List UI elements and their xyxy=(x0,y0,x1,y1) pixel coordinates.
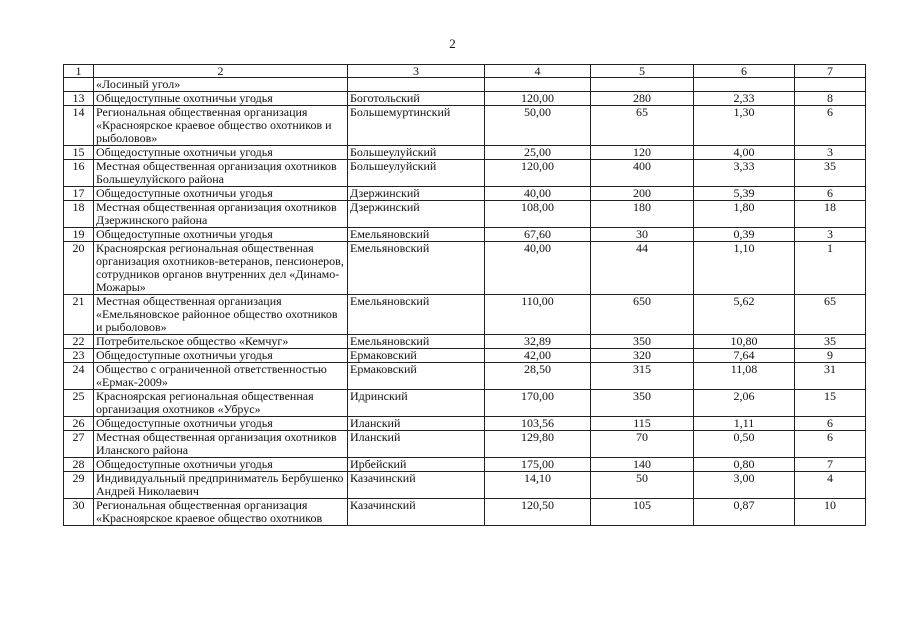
organization-name-cell: Общедоступные охотничьи угодья xyxy=(94,187,348,201)
col5-value-cell: 350 xyxy=(591,390,694,417)
district-cell: Дзержинский xyxy=(348,201,485,228)
organization-name-cell: Местная общественная организация охотников Иланского района xyxy=(94,431,348,458)
col5-value-cell: 650 xyxy=(591,295,694,335)
col6-value-cell: 10,80 xyxy=(694,335,795,349)
col4-value-cell: 170,00 xyxy=(485,390,591,417)
organization-name-cell: Общедоступные охотничьи угодья xyxy=(94,458,348,472)
col6-value-cell: 0,80 xyxy=(694,458,795,472)
col5-value-cell: 44 xyxy=(591,242,694,295)
district-cell: Емельяновский xyxy=(348,295,485,335)
row-number-cell: 27 xyxy=(64,431,94,458)
header-col-2: 2 xyxy=(94,65,348,78)
row-number-cell: 13 xyxy=(64,92,94,106)
table-row xyxy=(64,295,866,335)
col4-value-cell: 103,56 xyxy=(485,417,591,431)
col4-value-cell: 50,00 xyxy=(485,106,591,146)
organization-name-cell: Общедоступные охотничьи угодья xyxy=(94,146,348,160)
col6-value-cell: 2,06 xyxy=(694,390,795,417)
header-col-3: 3 xyxy=(348,65,485,78)
district-cell: Боготольский xyxy=(348,92,485,106)
col7-value-cell: 1 xyxy=(795,242,866,295)
col4-value-cell: 28,50 xyxy=(485,363,591,390)
organization-name-cell: Общедоступные охотничьи угодья xyxy=(94,228,348,242)
continuation-num-cell xyxy=(64,78,94,92)
organization-name-cell: Потребительское общество «Кемчуг» xyxy=(94,335,348,349)
col5-value-cell: 50 xyxy=(591,472,694,499)
col7-value-cell: 3 xyxy=(795,228,866,242)
col4-value-cell: 25,00 xyxy=(485,146,591,160)
organization-name-cell: Общедоступные охотничьи угодья xyxy=(94,92,348,106)
col6-value-cell: 0,39 xyxy=(694,228,795,242)
table-row xyxy=(64,92,866,106)
col4-value-cell: 108,00 xyxy=(485,201,591,228)
row-number-cell: 19 xyxy=(64,228,94,242)
continuation-name-cell: «Лосиный угол» xyxy=(94,78,348,92)
district-cell: Большеулуйский xyxy=(348,146,485,160)
col5-value-cell: 70 xyxy=(591,431,694,458)
col4-value-cell: 120,00 xyxy=(485,160,591,187)
col7-value-cell: 9 xyxy=(795,349,866,363)
table-row xyxy=(64,146,866,160)
col7-value-cell: 31 xyxy=(795,363,866,390)
continuation-empty-cell xyxy=(348,78,485,92)
col6-value-cell: 3,00 xyxy=(694,472,795,499)
col6-value-cell: 1,10 xyxy=(694,242,795,295)
col5-value-cell: 320 xyxy=(591,349,694,363)
organization-name-cell: Местная общественная организация охотников Дзержинского района xyxy=(94,201,348,228)
col4-value-cell: 67,60 xyxy=(485,228,591,242)
organization-name-cell: Красноярская региональная общественная организация охотников «Убрус» xyxy=(94,390,348,417)
col6-value-cell: 5,62 xyxy=(694,295,795,335)
col5-value-cell: 315 xyxy=(591,363,694,390)
col6-value-cell: 7,64 xyxy=(694,349,795,363)
district-cell: Ирбейский xyxy=(348,458,485,472)
district-cell: Идринский xyxy=(348,390,485,417)
col4-value-cell: 14,10 xyxy=(485,472,591,499)
col5-value-cell: 350 xyxy=(591,335,694,349)
col7-value-cell: 35 xyxy=(795,160,866,187)
row-number-cell: 29 xyxy=(64,472,94,499)
col5-value-cell: 180 xyxy=(591,201,694,228)
col6-value-cell: 1,11 xyxy=(694,417,795,431)
organization-name-cell: Красноярская региональная общественная организация охотников-ветеранов, пенсионеров, сотрудников органов внутренних дел «Динамо-Можары» xyxy=(94,242,348,295)
continuation-empty-cell xyxy=(485,78,591,92)
row-number-cell: 16 xyxy=(64,160,94,187)
col5-value-cell: 105 xyxy=(591,499,694,526)
col6-value-cell: 4,00 xyxy=(694,146,795,160)
col6-value-cell: 2,33 xyxy=(694,92,795,106)
table-row xyxy=(64,417,866,431)
organization-name-cell: Местная общественная организация охотников Большеулуйского района xyxy=(94,160,348,187)
row-number-cell: 14 xyxy=(64,106,94,146)
header-col-5: 5 xyxy=(591,65,694,78)
col5-value-cell: 400 xyxy=(591,160,694,187)
header-row xyxy=(64,65,866,78)
col6-value-cell: 5,39 xyxy=(694,187,795,201)
header-col-6: 6 xyxy=(694,65,795,78)
page-number: 2 xyxy=(449,36,456,51)
col5-value-cell: 200 xyxy=(591,187,694,201)
organization-name-cell: Индивидуальный предприниматель Бербушенко Андрей Николаевич xyxy=(94,472,348,499)
table-row xyxy=(64,363,866,390)
col7-value-cell: 65 xyxy=(795,295,866,335)
col6-value-cell: 11,08 xyxy=(694,363,795,390)
organization-name-cell: Региональная общественная организация «Красноярское краевое общество охотников и рыболовов» xyxy=(94,106,348,146)
col6-value-cell: 1,30 xyxy=(694,106,795,146)
col5-value-cell: 115 xyxy=(591,417,694,431)
table-row xyxy=(64,242,866,295)
organization-name-cell: Региональная общественная организация «Красноярское краевое общество охотников xyxy=(94,499,348,526)
organization-name-cell: Общедоступные охотничьи угодья xyxy=(94,349,348,363)
col4-value-cell: 32,89 xyxy=(485,335,591,349)
table-row xyxy=(64,349,866,363)
table-row xyxy=(64,335,866,349)
col7-value-cell: 10 xyxy=(795,499,866,526)
col4-value-cell: 129,80 xyxy=(485,431,591,458)
col7-value-cell: 6 xyxy=(795,431,866,458)
col4-value-cell: 120,50 xyxy=(485,499,591,526)
row-number-cell: 24 xyxy=(64,363,94,390)
district-cell: Емельяновский xyxy=(348,335,485,349)
header-col-4: 4 xyxy=(485,65,591,78)
col4-value-cell: 40,00 xyxy=(485,187,591,201)
col5-value-cell: 120 xyxy=(591,146,694,160)
organization-name-cell: Общество с ограниченной ответственностью «Ермак-2009» xyxy=(94,363,348,390)
col7-value-cell: 35 xyxy=(795,335,866,349)
organization-name-cell: Местная общественная организация «Емельяновское районное общество охотников и рыболовов» xyxy=(94,295,348,335)
col7-value-cell: 6 xyxy=(795,187,866,201)
col5-value-cell: 30 xyxy=(591,228,694,242)
table-row xyxy=(64,160,866,187)
row-number-cell: 23 xyxy=(64,349,94,363)
hunting-grounds-table xyxy=(63,64,866,526)
col7-value-cell: 15 xyxy=(795,390,866,417)
district-cell: Казачинский xyxy=(348,499,485,526)
table-row xyxy=(64,106,866,146)
district-cell: Казачинский xyxy=(348,472,485,499)
header-col-7: 7 xyxy=(795,65,866,78)
continuation-empty-cell xyxy=(694,78,795,92)
district-cell: Емельяновский xyxy=(348,228,485,242)
table-row xyxy=(64,431,866,458)
continuation-row xyxy=(64,78,866,92)
district-cell: Ермаковский xyxy=(348,363,485,390)
table-row xyxy=(64,458,866,472)
district-cell: Ермаковский xyxy=(348,349,485,363)
col5-value-cell: 280 xyxy=(591,92,694,106)
col7-value-cell: 6 xyxy=(795,417,866,431)
row-number-cell: 25 xyxy=(64,390,94,417)
table-row xyxy=(64,187,866,201)
col7-value-cell: 7 xyxy=(795,458,866,472)
header-col-1: 1 xyxy=(64,65,94,78)
col6-value-cell: 0,87 xyxy=(694,499,795,526)
col7-value-cell: 18 xyxy=(795,201,866,228)
table-row xyxy=(64,472,866,499)
continuation-empty-cell xyxy=(591,78,694,92)
table-row xyxy=(64,499,866,526)
row-number-cell: 22 xyxy=(64,335,94,349)
district-cell: Большеулуйский xyxy=(348,160,485,187)
row-number-cell: 30 xyxy=(64,499,94,526)
col5-value-cell: 140 xyxy=(591,458,694,472)
row-number-cell: 26 xyxy=(64,417,94,431)
district-cell: Дзержинский xyxy=(348,187,485,201)
table-row xyxy=(64,228,866,242)
col6-value-cell: 1,80 xyxy=(694,201,795,228)
col4-value-cell: 175,00 xyxy=(485,458,591,472)
col7-value-cell: 6 xyxy=(795,106,866,146)
row-number-cell: 20 xyxy=(64,242,94,295)
col6-value-cell: 0,50 xyxy=(694,431,795,458)
table-row xyxy=(64,390,866,417)
col6-value-cell: 3,33 xyxy=(694,160,795,187)
col4-value-cell: 42,00 xyxy=(485,349,591,363)
district-cell: Емельяновский xyxy=(348,242,485,295)
district-cell: Большемуртинский xyxy=(348,106,485,146)
row-number-cell: 17 xyxy=(64,187,94,201)
col5-value-cell: 65 xyxy=(591,106,694,146)
table-row xyxy=(64,201,866,228)
col4-value-cell: 40,00 xyxy=(485,242,591,295)
continuation-empty-cell xyxy=(795,78,866,92)
row-number-cell: 28 xyxy=(64,458,94,472)
col7-value-cell: 8 xyxy=(795,92,866,106)
row-number-cell: 18 xyxy=(64,201,94,228)
table-body xyxy=(64,78,866,526)
district-cell: Иланский xyxy=(348,431,485,458)
col4-value-cell: 120,00 xyxy=(485,92,591,106)
organization-name-cell: Общедоступные охотничьи угодья xyxy=(94,417,348,431)
table-header xyxy=(64,65,866,78)
col7-value-cell: 4 xyxy=(795,472,866,499)
row-number-cell: 21 xyxy=(64,295,94,335)
district-cell: Иланский xyxy=(348,417,485,431)
row-number-cell: 15 xyxy=(64,146,94,160)
col4-value-cell: 110,00 xyxy=(485,295,591,335)
col7-value-cell: 3 xyxy=(795,146,866,160)
